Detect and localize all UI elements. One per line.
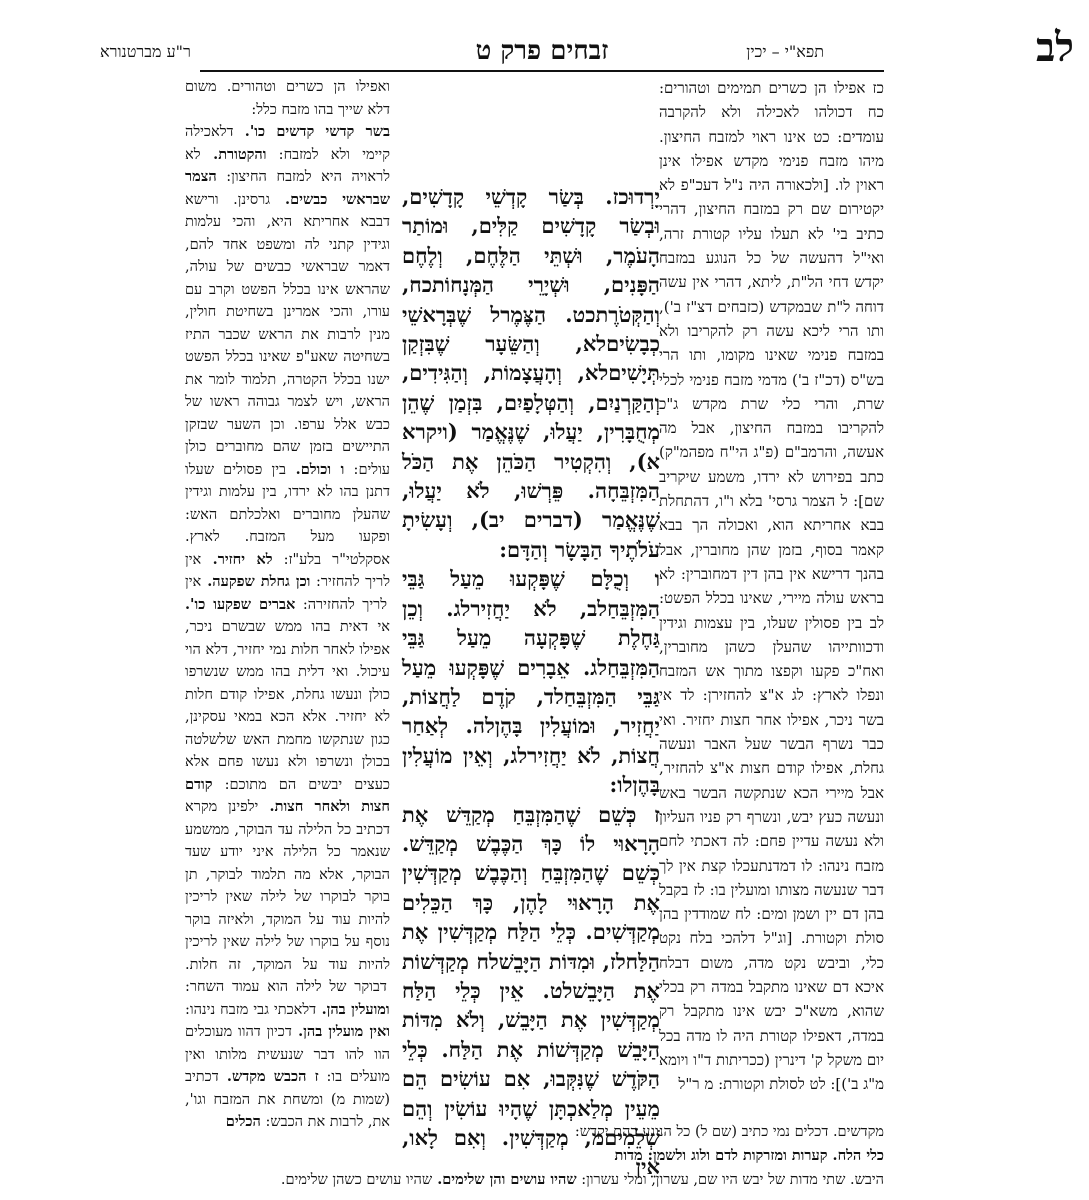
bottom-lead: מדות (614, 1147, 643, 1164)
bartenura-lead: לא יחזיר. (201, 550, 273, 568)
bartenura-lead: קודם חצות ולאחר חצות. (185, 775, 390, 815)
bottom-text: שהיו עושים כשהן שלימים. (280, 1172, 433, 1188)
bartenura-commentary-column (185, 76, 390, 1130)
bartenura-lead: ואין מועלין בהן. (291, 1023, 390, 1040)
bottom-commentary (190, 1120, 884, 1188)
bartenura-text: גרסינן. ורישא דבבא אחריתא היא, והכי עלמות וגידין קתני לה ומשפט אחד להם, דאמר שבראשי כבשים של עולה, שהראש אינו בכלל הפשט וקרב עם עורו, והכי אמרינן בשחיטת חולין, מנין לרבות את הראש שכבר התיז בשחיטה שאע"פ שאינו בכלל הפשט ישנו בכלל הקטרה, תלמוד לומר את הראש, ויש לצמר גבוהה ראשו של כבש אלל ערפו. וכן השער שבזקן התיישים בזמן שהם מחוברים כולן עולים: (185, 191, 390, 478)
bottom-text: מקדשים. דכלים נמי כתיב (שם ל) כל הנוגע בהם יקדש: (574, 1124, 884, 1140)
tifara-commentary-column (659, 76, 884, 1094)
tractate-title: זבחים פרק ט (475, 36, 609, 66)
bartenura-lead: ו וכולם. (286, 460, 345, 478)
bartenura-text: דלאכתי גבי מזבח נינהו: (185, 1001, 317, 1018)
bartenura-lead: אברים שפקעו כו'. (185, 595, 296, 613)
bartenura-header: ר"ע מברטנורא (100, 42, 191, 61)
mishnah-paragraph: יָרְדוּכז. בְּשַׂר קָדְשֵׁי קָדָשִׁים, וּבְשַׂר קָדָשִׁים קַלִּים, וּמוֹתַר הָעֹמֶר, וּשְׁתֵּי הַלֶּחֶם, וְלֶחֶם הַפָּנִים, וּשְׁיָרֵי הַמְּנָחוֹתכח, וְהַקְּטֹרֶתכט. הַצֶּמֶרל שֶׁבְּרָאשֵׁי כְבָשִׂיםלא, וְהַשֵּׂעָר שֶׁבִּזְקַן תְּיָשִׁיםלא, וְהָעֲצָמוֹת, וְהַגִּידִים, וְהַקַּרְנַיִם, וְהַטְּלָפַיִם, בִּזְמַן שֶׁהֵן מְחֻבָּרִין, יַעֲלוּ, שֶׁנֶּאֱמַר (ויקרא א), וְהִקְטִיר הַכֹּהֵן אֶת הַכֹּל הַמִּזְבֵּחָה. פֵּרְשׁוּ, לֹא יַעֲלוּ, שֶׁנֶּאֱמַר (דברים יב), וְעָשִׂיתָ עֹלֹתֶיךָ הַבָּשָׂר וְהַדָּם: (402, 184, 660, 562)
bottom-lead: כלי הלח. קערות ומזרקות לדם ולוג ולשמן: (642, 1147, 884, 1164)
bartenura-lead: ז הכבש מקדש. (218, 1068, 319, 1085)
page-header (100, 24, 1074, 72)
bottom-line (190, 1120, 884, 1144)
bartenura-lead: וכן גחלת שפקעה. (201, 573, 311, 590)
page-number: לב (1036, 24, 1074, 71)
bottom-line (190, 1168, 884, 1192)
bartenura-text: דכתיב (שמות מ) ומשחת את המזבח וגו', את, לרבות את הכבש: (185, 1069, 390, 1130)
bartenura-text: בין פסולים שעלו דתנן בהו לא ירדו, בין עלמות וגידין שהעלן מחוברים ואלכלתם האש: ופקעו מעל המזבח. לארץ. אסקלטי"ר בלע"ז: (185, 461, 390, 568)
bartenura-text: דכיון דהוו מעוכלים הוו להו דבר שנעשית מלותו ואין מועלים בו: (185, 1024, 390, 1085)
bartenura-lead: הכלים (225, 1113, 261, 1130)
bartenura-intro: ואפילו הן כשרים וטהורים. משום דלא שייך בהו מזבח כלל: (185, 79, 390, 118)
bartenura-lead: הצמר שבראשי כבשים. (185, 168, 390, 208)
bartenura-text: אין לריך להחזירה: (185, 574, 388, 613)
bartenura-text: אין לריך להחזיר: (185, 551, 390, 590)
mishnah-paragraph: ו וְכֻלָּם שֶׁפָּקְעוּ מֵעַל גַּבֵּי הַמִּזְבֵּחַלב, לֹא יַחֲזִירלג. וְכֵן גַּחֶלֶת שֶׁפָּקְעָה מֵעַל גַּבֵּי הַמִּזְבֵּחַלג. אֵבָרִים שֶׁפָּקְעוּ מֵעַל גַּבֵּי הַמִּזְבֵּחַלד, קֹדֶם לַחֲצוֹת, יַחֲזִיר, וּמוֹעֲלִין בָּהֶןלה. לְאַחַר חֲצוֹת, לֹא יַחֲזִירלג, וְאֵין מוֹעֲלִין בָּהֶןלו: (402, 566, 660, 798)
bartenura-text: ילפינן מקרא דכתיב כל הלילה עד הבוקר, ממשמע שנאמר כל הלילה איני יודע שעד הבוקר, אלא מה תלמוד לבוקר, תן בוקר לבוקרו של לילה שאין לריכין להיות עוד על המוקד, ולאיזה בוקר נוסף על בוקרו של לילה שאין לריכין להיות עוד על המוקד, זה חלות. דבוקר של לילה הוא עמוד השחר: (185, 799, 390, 995)
bartenura-entries (185, 121, 390, 1134)
bottom-line (190, 1144, 884, 1168)
bottom-lead: שהיו עושים והן שלימים. (432, 1171, 577, 1188)
bartenura-text: דלאכילה קיימי ולא למזבח: (185, 124, 390, 163)
bartenura-lead: ומועלין בהן. (316, 1000, 390, 1018)
bartenura-text: אי דאית בהו ממש שבשרם ניכר, אפילו לאחר חלות נמי יחזיר, דלא הוי עיכול. ואי דלית בהו ממש שנשרפו כולן ונעשו גחלת, אפילו קודם חלות לא יחזיר. אלא הכא במאי עסקינן, כגון שנתקשו מחמת האש שלשלטה בכולן ונשרפו ולא נעשו פחם אלא כעצים יבשים הם מתוכם: (185, 619, 390, 793)
bottom-text: היבש. שתי מדות של יבש היו שם, עשרון, ומלי עשרון: (576, 1172, 884, 1188)
bartenura-text: לא לראויה היא למזבח החיצון: (185, 146, 390, 185)
bartenura-lead: בשר קדשי קדשים כו'. (233, 123, 390, 140)
mishnah-paragraph: ז כְּשֵׁם שֶׁהַמִּזְבֵּחַ מְקַדֵּשׁ אֶת הָרָאוּי לוֹ כָּךְ הַכֶּבֶשׁ מְקַדֵּשׁ. כְּשֵׁם שֶׁהַמִּזְבֵּחַ וְהַכֶּבֶשׁ מְקַדְּשִׁין אֶת הָרָאוּי לָהֶן, כָּךְ הַכֵּלִים מְקַדְּשִׁים. כְּלֵי הַלַּח מְקַדְּשִׁין אֶת הַלַּחלז, וּמִדּוֹת הַיָּבֵשׁלח מְקַדְּשׁוֹת אֶת הַיָּבֵשׁלט. אֵין כְּלֵי הַלַּח מְקַדְּשִׁין אֶת הַיָּבֵשׁ, וְלֹא מִדּוֹת הַיָּבֵשׁ מְקַדְּשׁוֹת אֶת הַלַּח. כְּלֵי הַקֹּדֶשׁ שֶׁנִּקְּבוּ, אִם עוֹשִׂים הֵם מֵעֵין מְלַאכְתָּן שֶׁהָיוּ עוֹשִׂין וְהֵם שְׁלֵמִיםמ, מְקַדְּשִׁין. וְאִם לָאו, אֵין (402, 801, 660, 1180)
tifara-commentary-text: כז אפילו הן כשרים תמימים וטהורים: כח דכולהו לאכילה ולא להקרבה עומדים: כט אינו ראוי למזבח החיצון. מיהו מזבח פנימי מקדש אפילו אינן ראוין לו. [ולכאורה היה נ"ל דעכ"פ לא יקטירום שם רק במזבח החיצון, דהרי כתיב בי' לא תעלו עליו קטורת זרה, ואי"ל דהעשה של כל הנוגע במזבח יקדש דחי הל"ת, ליתא, דהרי אין עשה דוחה ל"ת שבמקדש (כזבחים דצ"ז ב'), ותו הרי ליכא עשה רק להקריבו ולא במזבח פנימי שאינו מקומו, ותו הרי בש"ס (דכ"ז ב') מדמי מזבח פנימי לכלי שרת, והרי כלי שרת מקדש ג"כ להקריבו במזבח החיצון, אבל מה אעשה, והרמב"ם (פ"ג הי"ח מפהמ"ק) כתב בפירוש לא ירדו, משמע שיקריב שם]: ל הצמר גרסי' בלא ו"ו, דהתחלת בבא אחריתא הוא, ואכולה הך בבא קאמר בסוף, בזמן שהן מחוברין, אבל בהנך דרישא אין בהן דין דמחוברין: לא בראש עולה מיירי, שאינו בכלל הפשט: לב בין פסולין שעלו, בין עצמות וגידין ודכוותייהו שהעלן כשהן מחוברין, ואח"כ פקעו וקפצו מתוך אש המזבח ונפלו לארץ: לג א"צ להחזירן: לד אי בשר ניכר, אפילו אחר חצות יחזיר. ואי כבר נשרף הבשר שעל האבר ונעשה גחלת, אפילו קודם חצות א"צ להחזיר, אבל מיירי הכא שנתקשה הבשר באש ונעשה כעץ יבש, ונשרף רק פניו העליון ולא נעשה עדיין פחם: לה דאכתי לחם מזבח נינהו: לו דמדנתעכלו קצת אין לך דבר שנעשה מצותו ומועלין בו: לז בקבל בהן דם יין ושמן ומים: לח שמודדין בהן סולת וקטורת. [וג"ל דלהכי בלח נקט כלי, וביבש נקט מדה, משום דבלח איכא דם שאינו מתקבל במדה רק בכלי שהוא, משא"כ יבש אינו מתקבל רק במדה, דאפילו קטורת היה לו מדה בכל יום משקל ק' דינרין (ככריתות ד"ו ויומא מ"ג ב')]: לט לסולת וקטורת: מ ר"ל (659, 79, 884, 1094)
tifara-header: תפא"י – יכין (746, 42, 824, 61)
bartenura-lead: והקטורת. (200, 145, 267, 163)
